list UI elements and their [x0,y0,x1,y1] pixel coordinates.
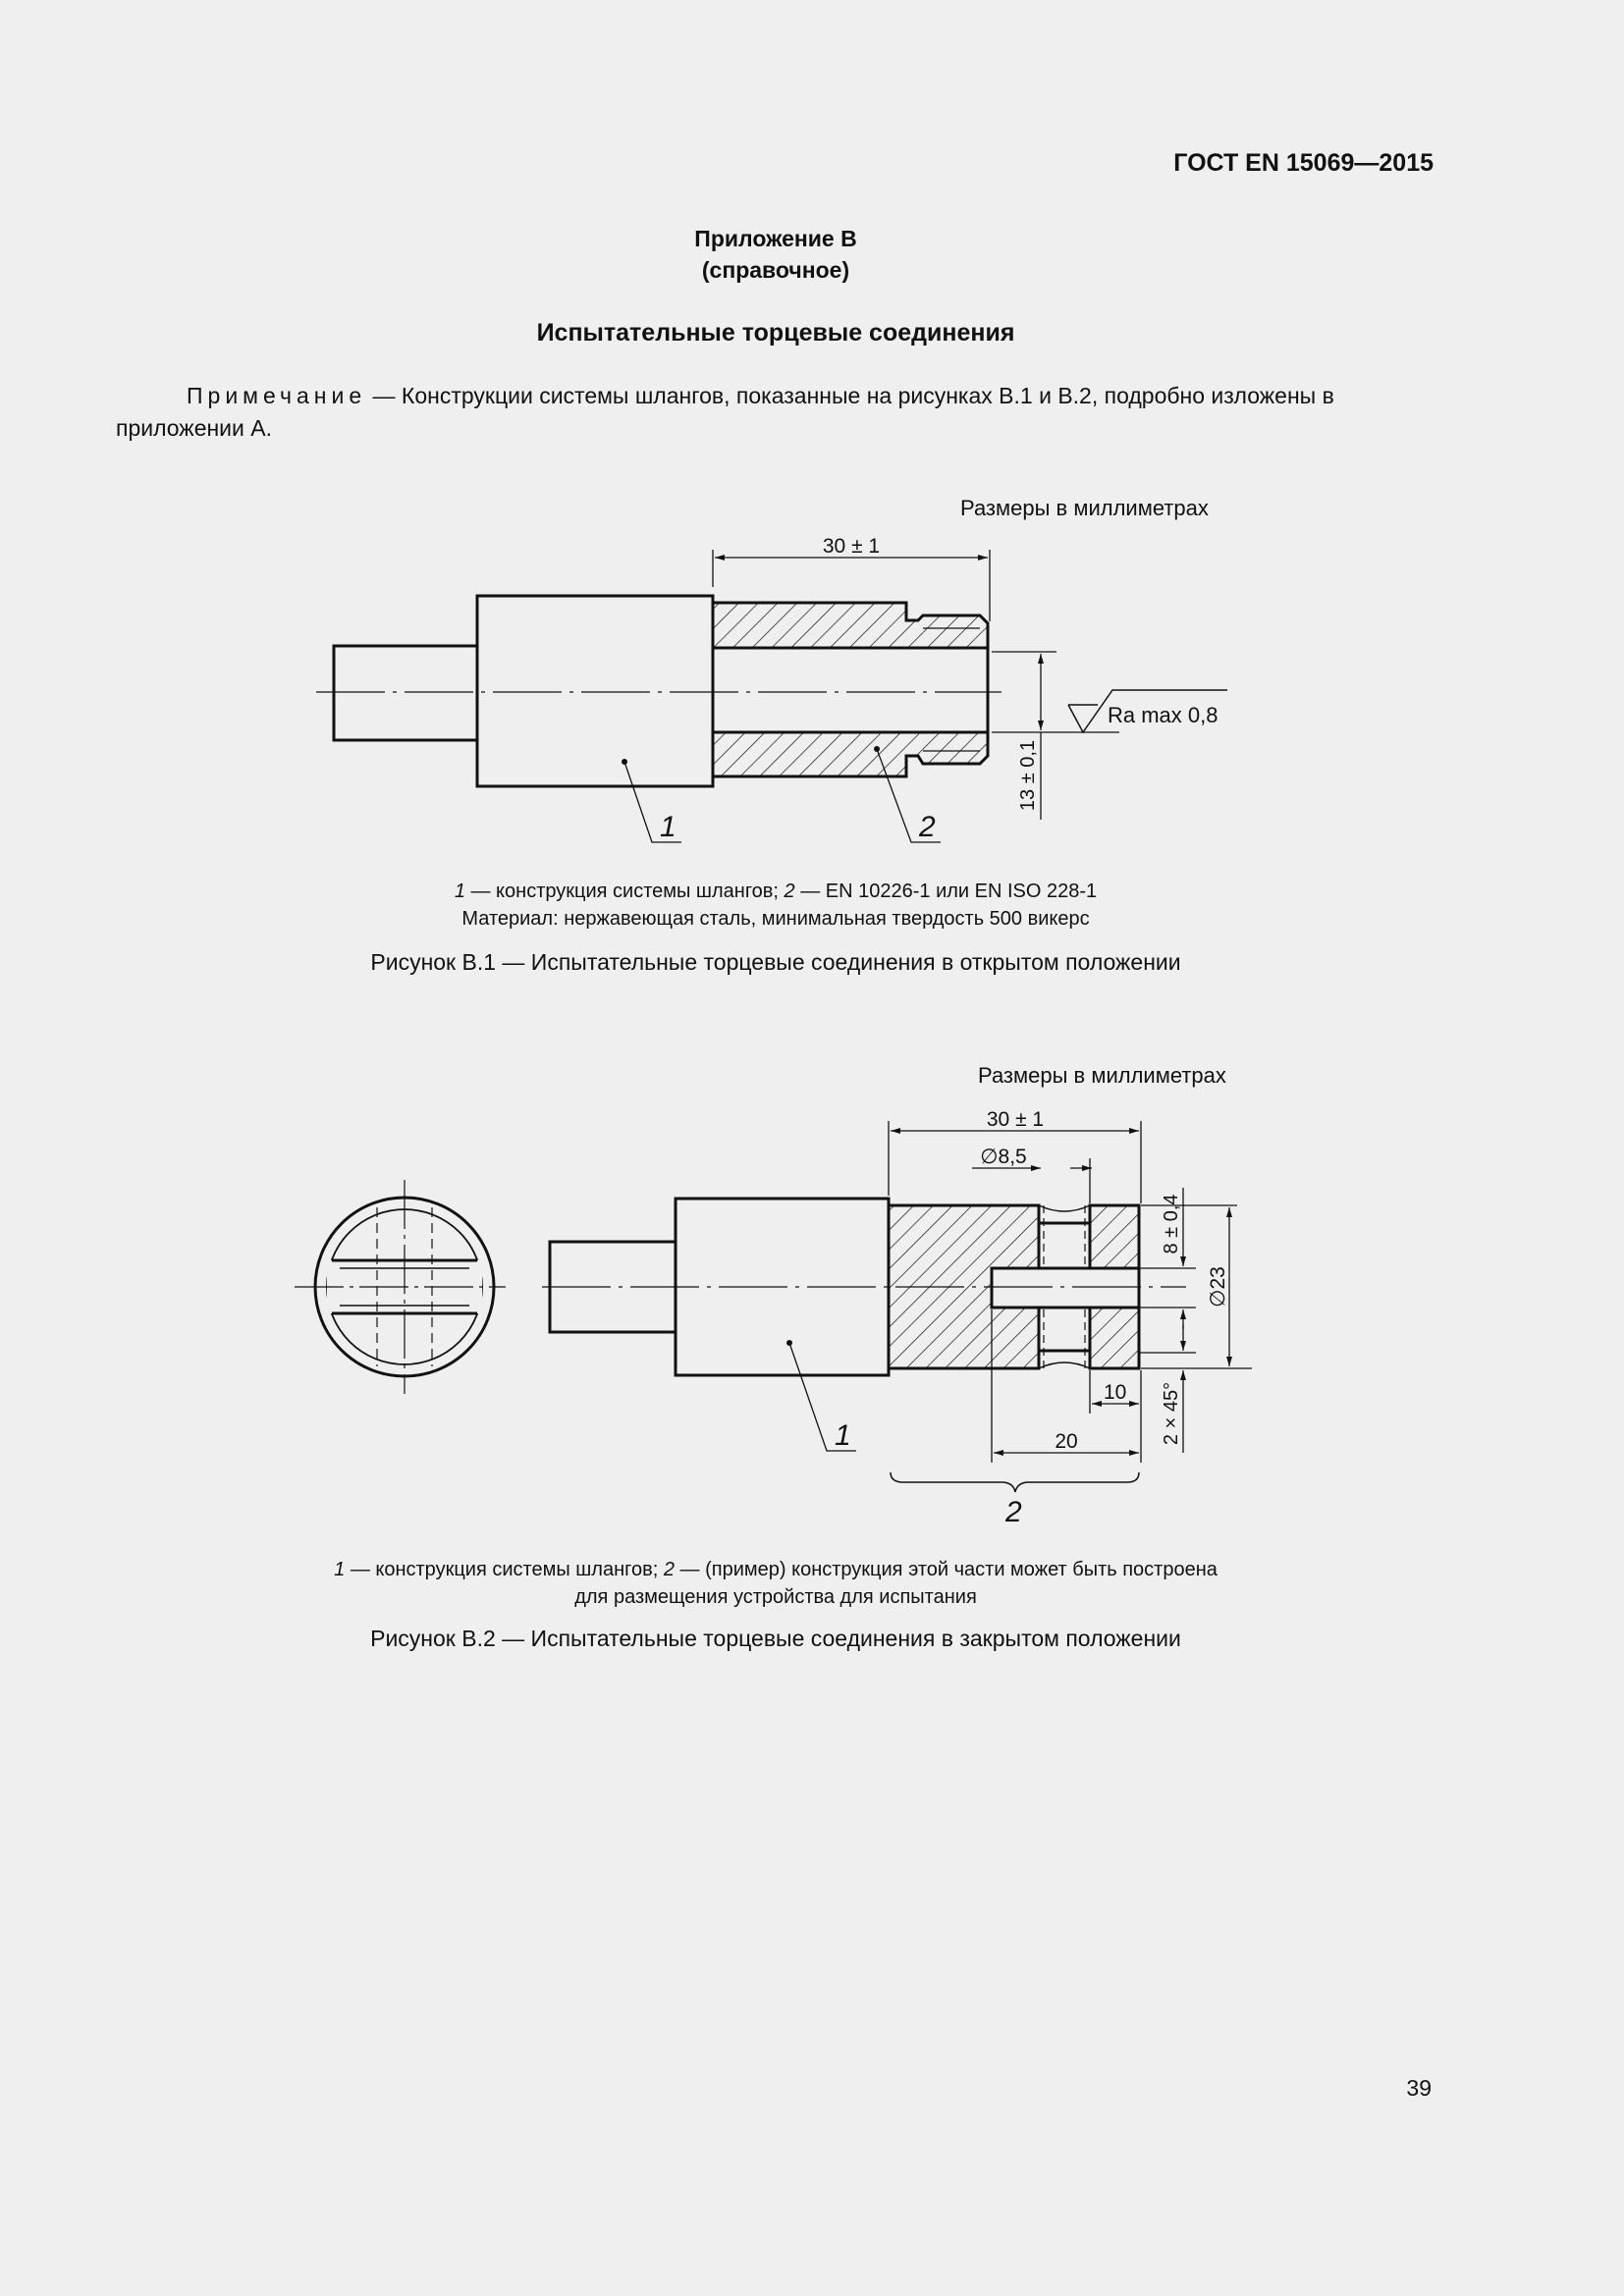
fig2-dim-length: 30 ± 1 [986,1108,1045,1131]
fig2-end-view [295,1180,506,1394]
fig2-caption: Рисунок В.2 — Испытательные торцевые соединения в закрытом положении [370,1626,1181,1651]
fig2-callout-1: 1 [835,1419,851,1452]
fig1-dimension-radius [992,652,1119,820]
fig1-legend-1-text: — конструкция системы шлангов; [470,881,779,902]
fig2-dim-slot-dia: ∅8,5 [980,1146,1027,1168]
fig2-dim-outer-dia: ∅23 [1207,1266,1229,1308]
note-dash: — [372,383,396,408]
note-text: Конструкции системы шлангов, показанные на рисунках В.1 и В.2, подробно изложены в приложении А. [116,383,1334,441]
fig1-dim-radius: 13 ± 0,1 [1017,739,1039,812]
page-number: 39 [1406,2075,1432,2101]
fig1-legend-2-text: — EN 10226-1 или EN ISO 228-1 [800,881,1098,902]
standard-header: ГОСТ EN 15069—2015 [1173,149,1434,177]
fig1-roughness [1068,690,1227,732]
fig2-dim-chamfer: 2 × 45° [1161,1381,1182,1446]
fig2-legend-2-num: 2 [663,1559,675,1580]
figure1-drawing [316,535,1227,843]
fig1-legend-1-num: 1 [454,881,465,902]
fig2-legend-2-text: — (пример) конструкция этой части может быть построена [679,1559,1218,1580]
fig2-units-note: Размеры в миллиметрах [978,1063,1226,1088]
appendix-kind: (справочное) [701,257,850,283]
fig1-callout-1: 1 [660,811,677,843]
fig2-legend-1-num: 1 [334,1559,346,1580]
appendix-title: Испытательные торцевые соединения [536,319,1015,347]
fig1-caption: Рисунок В.1 — Испытательные торцевые соединения в открытом положении [370,949,1181,975]
fig1-units-note: Размеры в миллиметрах [960,496,1209,520]
fig1-roughness-value: Ra max 0,8 [1108,703,1218,727]
fig1-legend-2-num: 2 [784,881,795,902]
fig1-callout-2: 2 [919,811,936,843]
fig2-dim-10: 10 [1104,1381,1127,1404]
fig2-callout-2: 2 [1005,1496,1022,1528]
fig2-dim-slot-width: 8 ± 0,4 [1161,1194,1182,1255]
fig2-dim-20: 20 [1055,1430,1078,1453]
note-label: Примечание [187,383,367,408]
fig1-hose-assembly [334,596,713,786]
fig1-fitting [713,603,988,776]
fig2-legend-line2: для размещения устройства для испытания [574,1586,977,1608]
fig2-legend-1-text: — конструкция системы шлангов; [350,1559,659,1580]
fig1-material: Материал: нержавеющая сталь, минимальная твердость 500 викерс [461,908,1090,930]
appendix-name: Приложение В [694,226,857,251]
figure2-drawing [295,1108,1252,1528]
fig1-dim-length: 30 ± 1 [822,535,881,558]
fig2-brace [891,1472,1139,1492]
